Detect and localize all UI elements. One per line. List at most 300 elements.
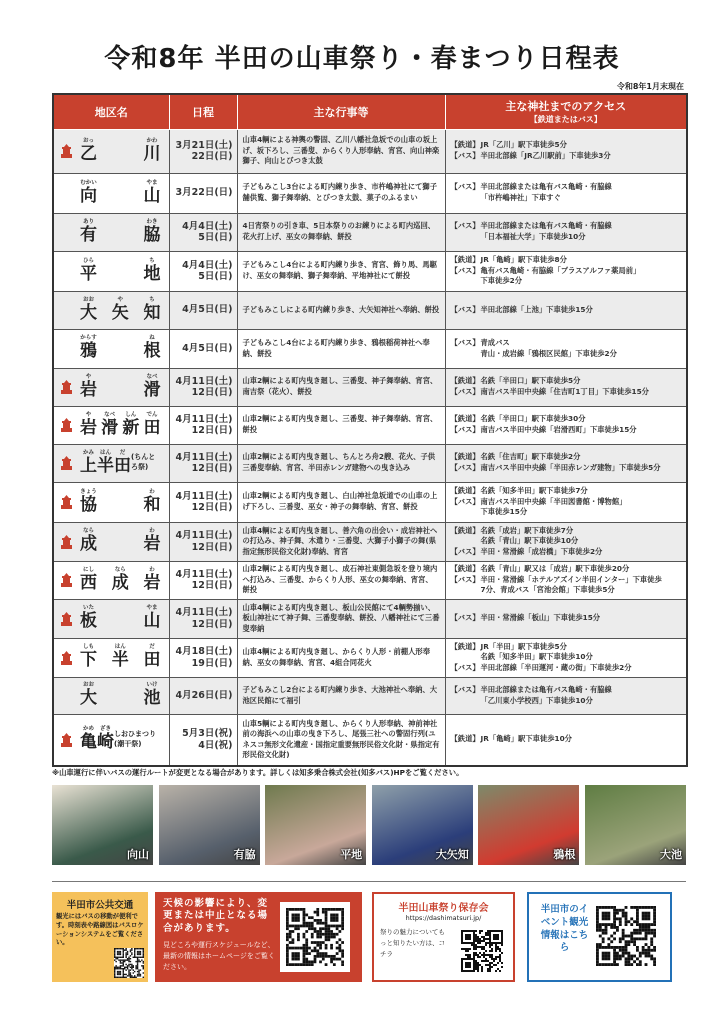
access-text: 半田・常滑線「板山」下車徒歩15分 — [480, 613, 601, 623]
access-cell — [445, 368, 687, 406]
kanji: 板 — [80, 611, 97, 632]
access-line — [451, 613, 682, 624]
district-cell — [53, 251, 169, 291]
furigana: でん — [146, 411, 158, 418]
events-cell: 山車4輌による町内曳き廻し、善六角の出会い・成岩神社への打込み、神子舞、木遣り・三番叟、大獅子小獅子の舞(県指定無形民俗文化財)奉納、宵宮 — [237, 522, 445, 561]
events-cell: 子どもみこし3台による町内練り歩き、市杵嶋神社にて獅子舗供覧、獅子舞奉納、とびつき太鼓、菓子のふるまい — [237, 173, 445, 213]
name-char — [80, 220, 97, 245]
access-cell — [445, 522, 687, 561]
kanji: 知 — [143, 302, 161, 323]
access-line — [451, 193, 682, 204]
table-row — [53, 368, 687, 406]
public-transit-box — [52, 892, 148, 982]
access-text: 半田北部線または亀有バス亀崎・有脇線 — [480, 684, 612, 694]
events-cell: 子どもみこし4台による町内練り歩き、宵宮、飾り馬、馬駆け、巫女の舞奉納、獅子舞奉納、平地神社にて餅投 — [237, 251, 445, 291]
events-cell: 山車2輌による町内曳き廻し、三番叟、神子舞奉納、宵宮、南吉祭（花火）、餅投 — [237, 368, 445, 406]
access-type — [451, 536, 481, 547]
access-type: 【バス】 — [450, 425, 480, 434]
date-line: 12日(日) — [191, 463, 233, 474]
page-title: 令和8年 半田の山車祭り・春まつり日程表 — [104, 44, 620, 74]
date-cell — [169, 329, 237, 368]
access-cell — [445, 561, 687, 599]
access-cell — [445, 599, 687, 638]
access-line — [451, 151, 682, 162]
name-char — [80, 298, 97, 323]
kanji: 岩 — [143, 572, 161, 593]
date-line: 5月3日(祝) — [182, 728, 233, 740]
district-cell — [53, 599, 169, 638]
kanji: 上 — [80, 455, 97, 476]
access-type: 【バス】 — [450, 684, 480, 694]
transit-qr-code[interactable] — [114, 948, 144, 978]
district-cell — [53, 522, 169, 561]
furigana: むかい — [80, 179, 97, 186]
access-type — [451, 696, 481, 707]
kanji: 大 — [80, 302, 97, 323]
access-type: 【鉄道】 — [450, 376, 480, 386]
district-name — [80, 568, 161, 593]
access-text: 「市杵嶋神社」下車すぐ — [480, 193, 561, 202]
access-text: 下車徒歩15分 — [480, 507, 528, 517]
header-access-sub: 【鉄道またはバス】 — [529, 115, 602, 125]
kanji: 西 — [80, 572, 97, 593]
access-line — [451, 642, 682, 653]
access-text: 南吉バス半田中央線「住吉町1丁目」下車徒歩15分 — [480, 387, 649, 396]
date-line: 4日(祝) — [198, 739, 233, 751]
events-cell: 山車2輌による町内曳き廻し、白山神社急坂道での山車の上げ下ろし、三番叟、巫女・神子の舞奉納、宵宮、餅投 — [237, 482, 445, 522]
district-name — [80, 606, 161, 631]
city-tourism-box — [527, 892, 672, 982]
date-cell — [169, 482, 237, 522]
date-line: 12日(日) — [191, 502, 233, 513]
festival-photo — [159, 785, 260, 865]
district-name — [80, 298, 161, 323]
name-char — [144, 220, 161, 245]
kanji: 田 — [114, 455, 131, 476]
access-line — [451, 497, 682, 508]
name-char — [112, 568, 129, 593]
photo-caption: 大矢知 — [435, 848, 469, 861]
events-cell: 山車4輌による町内曳き廻し、板山公民館にて4輌勢揃い、板山神社にて神子舞、三番叟奉納、餅投、八幡神社にて三番叟奉納 — [237, 599, 445, 638]
date-line: 5日(日) — [198, 232, 233, 243]
name-char — [143, 413, 160, 438]
kanji: 大 — [80, 688, 97, 709]
access-line — [451, 507, 682, 518]
transit-title: 半田市公共交通 — [66, 900, 134, 911]
kanji: 滑 — [101, 417, 119, 438]
events-cell: 山車5輌による町内曳き廻し、からくり人形奉納、神前神社前の海浜への山車の曳き下ろし、尾張三社への警固行列(ユネスコ無形文化遺産・国指定重要無形民俗文化財・県指定有形民俗文化財) — [237, 714, 445, 766]
access-cell — [445, 444, 687, 482]
kanji: 下 — [80, 650, 97, 671]
kanji: 岩 — [143, 534, 161, 555]
furigana: かめ — [82, 726, 94, 733]
access-type: 【鉄道】 — [450, 452, 480, 462]
name-char — [80, 645, 97, 670]
weather-notice: 天候の影響により、変更または中止となる場合があります。 — [163, 898, 269, 934]
access-line — [451, 696, 682, 707]
kanji: 根 — [143, 341, 161, 362]
header-date: 日程 — [169, 94, 237, 129]
district-name — [80, 375, 161, 400]
date-line: 12日(日) — [191, 541, 233, 553]
access-type — [451, 349, 481, 360]
date-cell — [169, 173, 237, 213]
district-cell — [53, 677, 169, 714]
furigana: だ — [119, 449, 126, 456]
date-cell — [169, 522, 237, 561]
access-type: 【バス】 — [450, 182, 480, 192]
access-text: 名鉄「半田口」駅下車徒歩30分 — [480, 414, 586, 424]
district-cell — [53, 406, 169, 444]
dashi-float-icon — [61, 651, 72, 665]
kanji: 脇 — [143, 224, 161, 245]
furigana: はん — [99, 449, 111, 456]
kanji: 成 — [80, 534, 97, 555]
access-line — [451, 266, 682, 277]
access-cell — [445, 251, 687, 291]
access-text: 名鉄「知多半田」駅下車徒歩7分 — [480, 486, 588, 496]
district-cell — [53, 173, 169, 213]
access-type: 【鉄道】 — [450, 255, 480, 265]
access-text: 青成バス — [480, 337, 510, 347]
furigana: わ — [149, 566, 155, 573]
access-type — [451, 507, 481, 518]
access-text: 名鉄「知多半田」駅下車徒歩10分 — [480, 652, 593, 662]
name-char — [144, 606, 161, 631]
name-char — [80, 529, 97, 554]
date-line: 4月4日(土) — [182, 220, 233, 232]
district-name — [80, 529, 161, 554]
access-type: 【バス】 — [450, 574, 480, 584]
access-text: 半田・常滑線「ホテルアズイン半田インター」下車徒歩 — [480, 574, 662, 584]
date-line: 3月22日(日) — [175, 187, 233, 199]
access-line — [451, 452, 682, 463]
kanji: 成 — [111, 572, 129, 593]
date-cell — [169, 213, 237, 251]
events-cell: 山車4輌による町内曳き廻し、からくり人形・前棚人形奉納、巫女の舞奉納、宵宮、4組合同花火 — [237, 638, 445, 677]
access-type — [451, 585, 481, 596]
dashi-float-icon — [61, 456, 72, 470]
dashi-float-icon — [61, 573, 72, 587]
city-qr-code[interactable] — [596, 906, 656, 966]
access-type: 【バス】 — [450, 337, 480, 347]
access-line — [451, 486, 682, 497]
table-row — [53, 638, 687, 677]
dashi-float-icon — [61, 418, 72, 432]
table-row — [53, 677, 687, 714]
furigana: いた — [82, 605, 94, 612]
dashi-float-icon — [61, 495, 72, 509]
access-text: JR「亀崎」駅下車徒歩8分 — [480, 255, 567, 265]
table-row — [53, 251, 687, 291]
date-line: 4月11日(土) — [175, 490, 233, 502]
society-title: 半田山車祭り保存会 — [398, 903, 489, 914]
date-cell — [169, 444, 237, 482]
name-char — [122, 413, 139, 438]
kanji: 有 — [80, 224, 97, 245]
festival-photo — [478, 785, 579, 865]
city-tourism-text: 半田市のイベント観光情報はこちら — [540, 904, 589, 954]
date-cell — [169, 714, 237, 766]
access-type: 【バス】 — [450, 546, 480, 556]
district-cell — [53, 213, 169, 251]
name-char — [80, 259, 97, 284]
kanji: 山 — [143, 185, 161, 206]
access-text: 半田北部線「JR乙川駅前」下車徒歩3分 — [480, 151, 611, 160]
access-line — [451, 232, 682, 243]
furigana: ち — [149, 257, 155, 264]
photo-caption: 大池 — [659, 848, 682, 861]
access-line — [451, 663, 682, 674]
header-events: 主な行事等 — [237, 94, 445, 129]
access-text: 青山・成岩線「鴉根区民館」下車徒歩2分 — [480, 348, 617, 358]
photo-caption: 有脇 — [233, 848, 256, 861]
date-cell — [169, 599, 237, 638]
kanji: 亀 — [80, 732, 97, 753]
events-cell: 山車2輌による町内曳き廻し、ちんとろ舟2艘、花火、子供三番叟奉納、宵宮、半田赤レンガ建物への曳き込み — [237, 444, 445, 482]
date-line: 4月5日(日) — [182, 304, 233, 316]
access-cell — [445, 677, 687, 714]
date-line: 4月11日(土) — [175, 451, 233, 463]
furigana: わ — [149, 528, 155, 535]
events-cell: 4日宵祭りの引き車、5日本祭りのお練りによる町内巡回、花火打上げ、巫女の舞奉納、餅投 — [237, 213, 445, 251]
date-cell — [169, 677, 237, 714]
district-cell — [53, 561, 169, 599]
access-line — [451, 255, 682, 266]
furigana: わき — [146, 218, 158, 225]
photo-caption: 向山 — [127, 848, 149, 861]
name-char — [144, 645, 161, 670]
name-char — [112, 298, 129, 323]
name-char — [144, 298, 161, 323]
date-line: 12日(日) — [191, 580, 233, 591]
date-line: 4月5日(日) — [182, 342, 233, 354]
access-line — [451, 585, 682, 596]
access-text: 南吉バス半田中央線「岩滑西町」下車徒歩15分 — [480, 425, 637, 434]
kanji: 岩 — [80, 379, 97, 400]
access-line — [451, 414, 682, 425]
name-char — [97, 451, 114, 476]
society-qr-code[interactable] — [461, 930, 503, 972]
access-cell — [445, 482, 687, 522]
name-char — [112, 645, 129, 670]
festival-photo — [52, 785, 153, 865]
access-cell — [445, 714, 687, 766]
access-text: 「日本福祉大学」下車徒歩10分 — [480, 232, 586, 241]
access-type: 【鉄道】 — [450, 414, 480, 424]
access-line — [451, 276, 682, 287]
access-type: 【バス】 — [450, 662, 480, 672]
access-text: 半田北部線または亀有バス亀崎・有脇線 — [480, 182, 612, 192]
dashi-float-icon — [61, 144, 72, 158]
header-access-title: 主な神社までのアクセス — [505, 100, 627, 114]
table-row — [53, 561, 687, 599]
photo-caption: 鴉根 — [553, 848, 576, 861]
dashi-float-icon — [61, 535, 72, 549]
date-line: 12日(日) — [191, 618, 233, 630]
access-type: 【鉄道】 — [450, 140, 480, 150]
access-text: 南吉バス半田中央線「半田赤レンガ建物」下車徒歩5分 — [480, 463, 661, 472]
district-name — [80, 645, 161, 670]
date-line: 12日(日) — [191, 425, 233, 436]
name-char — [144, 259, 161, 284]
access-text: 名鉄「住吉町」駅下車徒歩2分 — [480, 452, 581, 462]
access-line — [451, 536, 682, 547]
furigana: おっ — [82, 137, 94, 144]
name-char — [144, 375, 161, 400]
furigana: にし — [82, 566, 94, 573]
access-text: 半田北部線「上池」下車徒歩15分 — [480, 304, 593, 314]
district-cell — [53, 368, 169, 406]
access-type: 【鉄道】 — [450, 564, 480, 574]
dashi-float-icon — [61, 733, 72, 747]
name-char — [114, 451, 131, 476]
district-cell — [53, 482, 169, 522]
qr-pattern — [286, 908, 344, 966]
access-type: 【バス】 — [450, 463, 480, 472]
furigana: や — [117, 296, 123, 303]
access-cell — [445, 638, 687, 677]
table-row — [53, 482, 687, 522]
qr-pattern — [461, 930, 503, 972]
name-char — [144, 336, 161, 361]
events-cell: 子どもみこし4台による町内練り歩き、鴉根稲荷神社へ奉納、餅投 — [237, 329, 445, 368]
access-line — [451, 547, 682, 558]
furigana: やま — [146, 179, 158, 186]
access-type: 【バス】 — [450, 387, 480, 396]
photo-caption: 平地 — [340, 848, 363, 861]
date-line: 4月11日(土) — [175, 375, 233, 387]
homepage-qr-code[interactable] — [280, 902, 350, 972]
access-line — [451, 652, 682, 663]
access-text: JR「亀崎」駅下車徒歩10分 — [480, 734, 572, 744]
name-char — [144, 139, 161, 164]
schedule-table — [52, 93, 688, 767]
kanji: 川 — [143, 143, 161, 164]
kanji: 崎 — [97, 732, 114, 753]
district-cell — [53, 129, 169, 173]
access-text: 名鉄「成岩」駅下車徒歩7分 — [480, 525, 574, 535]
society-text: 祭りの魅力についてもっと知りたい方は、コチラ — [380, 928, 445, 959]
district-name — [80, 413, 161, 438]
access-type: 【鉄道】 — [450, 641, 480, 651]
access-line — [451, 564, 682, 575]
access-line — [451, 387, 682, 398]
furigana: はん — [114, 644, 126, 651]
access-text: 半田北部線「半田運河・蔵の街」下車徒歩2分 — [480, 662, 632, 672]
kanji: 平 — [80, 263, 97, 284]
kanji: 地 — [143, 263, 161, 284]
weather-notice-box — [155, 892, 362, 982]
name-char — [80, 375, 97, 400]
district-cell — [53, 291, 169, 329]
district-name — [80, 259, 161, 284]
access-line — [451, 349, 682, 360]
date-line: 4月11日(土) — [175, 607, 233, 619]
furigana: わ — [149, 488, 155, 495]
furigana: や — [85, 373, 92, 380]
furigana: なべ — [104, 411, 116, 418]
furigana: かわ — [146, 137, 158, 144]
district-name — [80, 451, 161, 476]
access-type: 【鉄道】 — [450, 734, 480, 744]
district-suffix: しおひまつり(潮干祭) — [114, 729, 156, 748]
name-char — [80, 413, 97, 438]
access-line — [451, 463, 682, 474]
furigana: や — [85, 411, 92, 418]
access-line — [451, 685, 682, 696]
name-char — [97, 727, 114, 752]
events-cell: 山車2輌による町内曳き廻し、三番叟、神子舞奉納、宵宮、餅投 — [237, 406, 445, 444]
access-line — [451, 734, 682, 745]
society-url[interactable]: https://dashimatsuri.jp/ — [405, 914, 482, 922]
access-type — [451, 232, 481, 243]
access-type: 【バス】 — [450, 151, 480, 160]
access-text: 亀有バス亀崎・有脇線「プラスアルファ薬局前」 — [480, 265, 641, 275]
table-row — [53, 173, 687, 213]
district-cell — [53, 444, 169, 482]
date-line: 4月11日(土) — [175, 413, 233, 425]
district-name — [80, 139, 161, 164]
furigana: やま — [146, 605, 158, 612]
furigana: いけ — [146, 682, 158, 689]
furigana: なら — [114, 566, 126, 573]
dashi-float-icon — [61, 612, 72, 626]
date-line: 4月11日(土) — [175, 530, 233, 542]
kanji: 半 — [111, 650, 129, 671]
date-line: 4月18日(土) — [175, 646, 233, 658]
qr-pattern — [114, 948, 144, 978]
events-cell: 山車4輌による神輿の警固、乙川八幡社急坂での山車の坂上げ、坂下ろし、三番叟、からくり人形奉納、宵宮、向山神楽獅子、向山とびつき太鼓 — [237, 129, 445, 173]
name-char — [80, 727, 97, 752]
table-row — [53, 599, 687, 638]
events-cell: 子どもみこしによる町内練り歩き、大矢知神社へ奉納、餅投 — [237, 291, 445, 329]
furigana: ち — [149, 296, 155, 303]
date-line: 22日(日) — [191, 151, 233, 162]
access-text: JR「半田」駅下車徒歩5分 — [480, 641, 567, 651]
district-name — [80, 727, 161, 752]
access-type — [451, 652, 481, 663]
table-header — [53, 94, 687, 129]
furigana: あり — [82, 218, 94, 225]
access-type — [451, 193, 481, 204]
name-char — [80, 568, 97, 593]
access-line — [451, 575, 682, 586]
festival-photo — [372, 785, 473, 865]
furigana: きょう — [80, 488, 97, 495]
district-name — [80, 336, 161, 361]
kanji: 向 — [80, 185, 97, 206]
name-char — [144, 568, 161, 593]
access-text: 半田・常滑線「成岩橋」下車徒歩2分 — [480, 546, 603, 556]
access-line — [451, 526, 682, 537]
furigana: ざき — [99, 726, 111, 733]
furigana: しん — [125, 411, 137, 418]
district-cell — [53, 638, 169, 677]
access-text: 名鉄「青山」駅下車徒歩10分 — [480, 536, 579, 546]
name-char — [80, 139, 97, 164]
header-access — [445, 94, 687, 129]
access-cell — [445, 329, 687, 368]
table-row — [53, 291, 687, 329]
date-line: 4月26日(日) — [175, 689, 233, 701]
festival-photo — [265, 785, 366, 865]
access-cell — [445, 213, 687, 251]
date-cell — [169, 129, 237, 173]
access-type: 【バス】 — [450, 613, 480, 623]
name-char — [144, 683, 161, 708]
qr-pattern — [596, 906, 656, 966]
